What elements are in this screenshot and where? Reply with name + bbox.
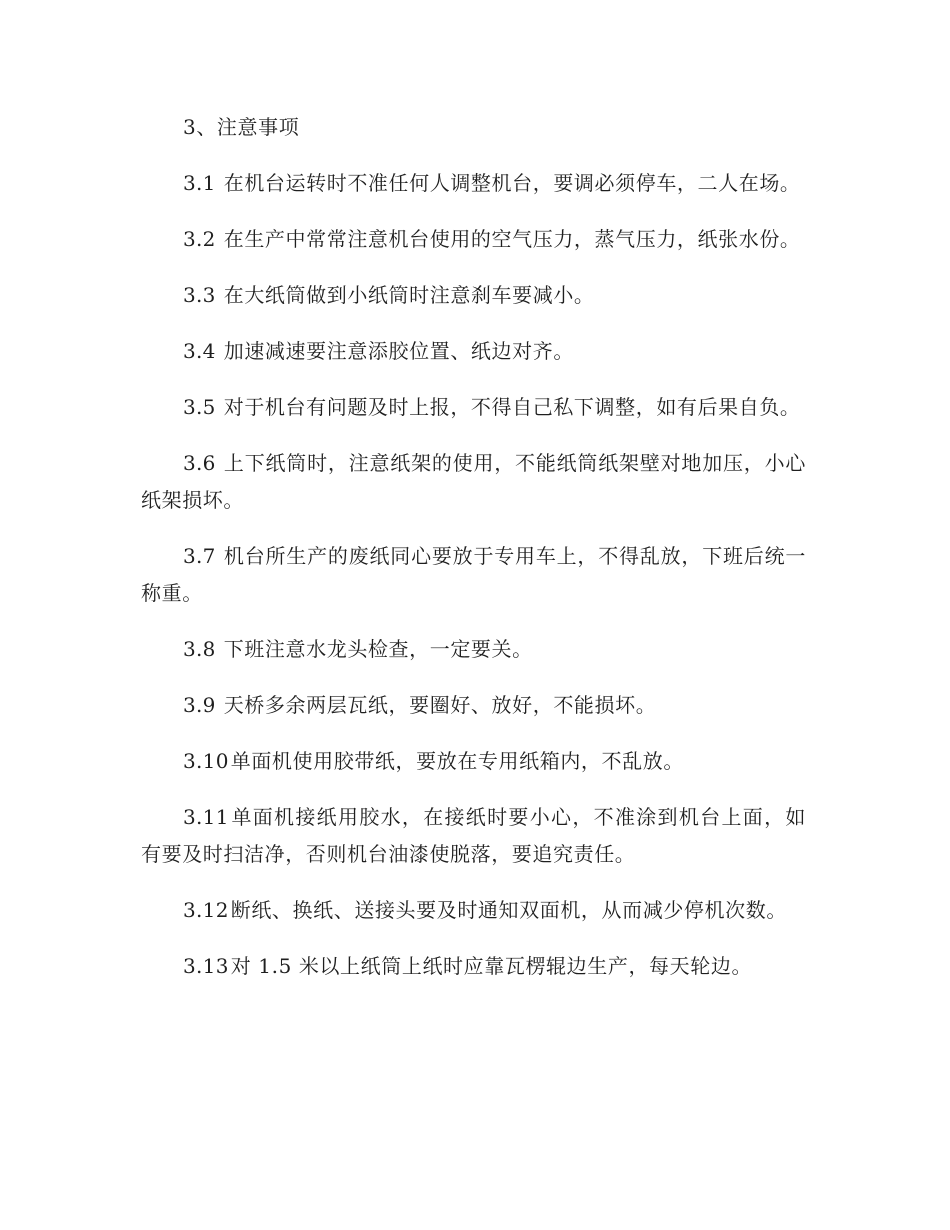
item-number: 3.11 <box>183 805 229 829</box>
item-number: 3.13 <box>183 954 229 978</box>
section-heading: 3、注意事项 <box>183 115 300 139</box>
item-number: 3.9 <box>183 693 216 717</box>
list-item-3-1 <box>141 165 806 202</box>
list-item-3-13 <box>141 948 806 985</box>
item-text: 在大纸筒做到小纸筒时注意刹车要减小。 <box>223 283 595 307</box>
item-text: 单面机接纸用胶水，在接纸时要小心，不准涂到机台上面，如有要及时扫洁净，否则机台油漆使脱落，要追究责任。 <box>141 805 806 866</box>
item-number: 3.7 <box>183 544 216 568</box>
list-item-3-6 <box>141 445 806 519</box>
item-number: 3.2 <box>183 227 216 251</box>
document-body <box>141 109 806 1004</box>
list-item-3-9 <box>141 687 806 724</box>
item-number: 3.4 <box>183 339 216 363</box>
item-text: 下班注意水龙头检查，一定要关。 <box>223 637 533 661</box>
list-item-3-10 <box>141 743 806 780</box>
item-number: 3.3 <box>183 283 216 307</box>
item-text: 机台所生产的废纸同心要放于专用车上，不得乱放，下班后统一称重。 <box>141 544 806 605</box>
item-number: 3.6 <box>183 451 216 475</box>
item-text: 天桥多余两层瓦纸，要圈好、放好，不能损坏。 <box>223 693 657 717</box>
item-text: 单面机使用胶带纸，要放在专用纸箱内，不乱放。 <box>230 749 684 773</box>
item-text: 在机台运转时不准任何人调整机台，要调必须停车，二人在场。 <box>223 171 801 195</box>
item-text: 加速减速要注意添胶位置、纸边对齐。 <box>223 339 574 363</box>
list-item-3-8 <box>141 631 806 668</box>
item-number: 3.12 <box>183 898 229 922</box>
item-number: 3.1 <box>183 171 216 195</box>
item-text: 对 1.5 米以上纸筒上纸时应靠瓦楞辊边生产，每天轮边。 <box>230 954 753 978</box>
item-number: 3.5 <box>183 395 216 419</box>
item-text: 在生产中常常注意机台使用的空气压力，蒸气压力，纸张水份。 <box>223 227 801 251</box>
list-item-3-2 <box>141 221 806 258</box>
item-text: 对于机台有问题及时上报，不得自己私下调整，如有后果自负。 <box>223 395 801 419</box>
item-number: 3.8 <box>183 637 216 661</box>
list-item-3-5 <box>141 389 806 426</box>
item-number: 3.10 <box>183 749 229 773</box>
item-text: 上下纸筒时，注意纸架的使用，不能纸筒纸架壁对地加压，小心纸架损坏。 <box>141 451 806 512</box>
item-text: 断纸、换纸、送接头要及时通知双面机，从而减少停机次数。 <box>230 898 787 922</box>
list-item-3-3 <box>141 277 806 314</box>
list-item-3-12 <box>141 892 806 929</box>
list-item-3-11 <box>141 799 806 873</box>
list-item-3-7 <box>141 538 806 612</box>
list-item-3-4 <box>141 333 806 370</box>
